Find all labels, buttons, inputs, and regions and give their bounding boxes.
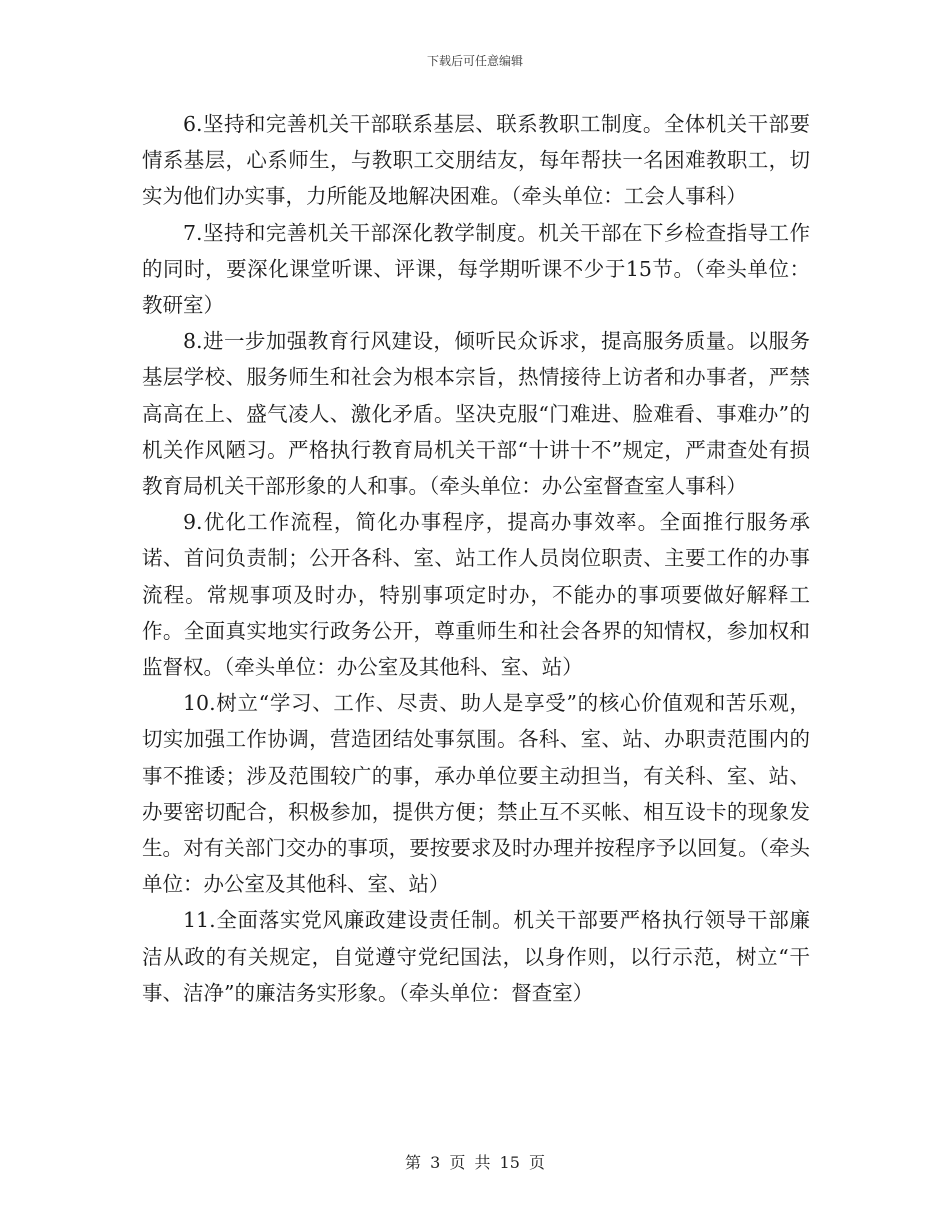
paragraph-item-11: 11.全面落实党风廉政建设责任制。机关干部要严格执行领导干部廉洁从政的有关规定，自觉遵守党纪国法，以身作则，以行示范，树立“干事、洁净”的廉洁务实形象。（牵头单位：督查室）	[142, 908, 810, 1005]
page-header: 下载后可任意编辑	[426, 54, 523, 68]
paragraph-item-9: 9.优化工作流程，简化办事程序，提高办事效率。全面推行服务承诺、首问负责制；公开各科、室、站工作人员岗位职责、主要工作的办事流程。常规事项及时办，特别事项定时办，不能办的事项要做好解释工作。全面真实地实行政务公开，尊重师生和社会各界的知情权，参加权和监督权。（牵头单位：办公室及其他科、室、站）	[142, 510, 810, 680]
document-body	[142, 106, 810, 1011]
paragraph-item-10: 10.树立“学习、工作、尽责、助人是享受”的核心价值观和苦乐观，切实加强工作协调，营造团结处事氛围。各科、室、站、办职责范围内的事不推诿；涉及范围较广的事，承办单位要主动担当，有关科、室、站、办要密切配合，积极参加，提供方便；禁止互不买帐、相互设卡的现象发生。对有关部门交办的事项，要按要求及时办理并按程序予以回复。（牵头单位：办公室及其他科、室、站）	[142, 691, 810, 897]
paragraph-item-7: 7.坚持和完善机关干部深化教学制度。机关干部在下乡检查指导工作的同时，要深化课堂听课、评课，每学期听课不少于15节。（牵头单位：教研室）	[142, 220, 810, 318]
page-number-footer: 第 3 页 共 15 页	[405, 1153, 545, 1172]
paragraph-item-6: 6.坚持和完善机关干部联系基层、联系教职工制度。全体机关干部要情系基层，心系师生，与教职工交朋结友，每年帮扶一名困难教职工，切实为他们办实事，力所能及地解决困难。（牵头单位：工会人事科）	[142, 112, 810, 209]
paragraph-item-8: 8.进一步加强教育行风建设，倾听民众诉求，提高服务质量。以服务基层学校、服务师生和社会为根本宗旨，热情接待上访者和办事者，严禁高高在上、盛气凌人、激化矛盾。坚决克服“门难进、脸难看、事难办”的机关作风陋习。严格执行教育局机关干部“十讲十不”规定，严肃查处有损教育局机关干部形象的人和事。（牵头单位：办公室督查室人事科）	[142, 329, 810, 499]
